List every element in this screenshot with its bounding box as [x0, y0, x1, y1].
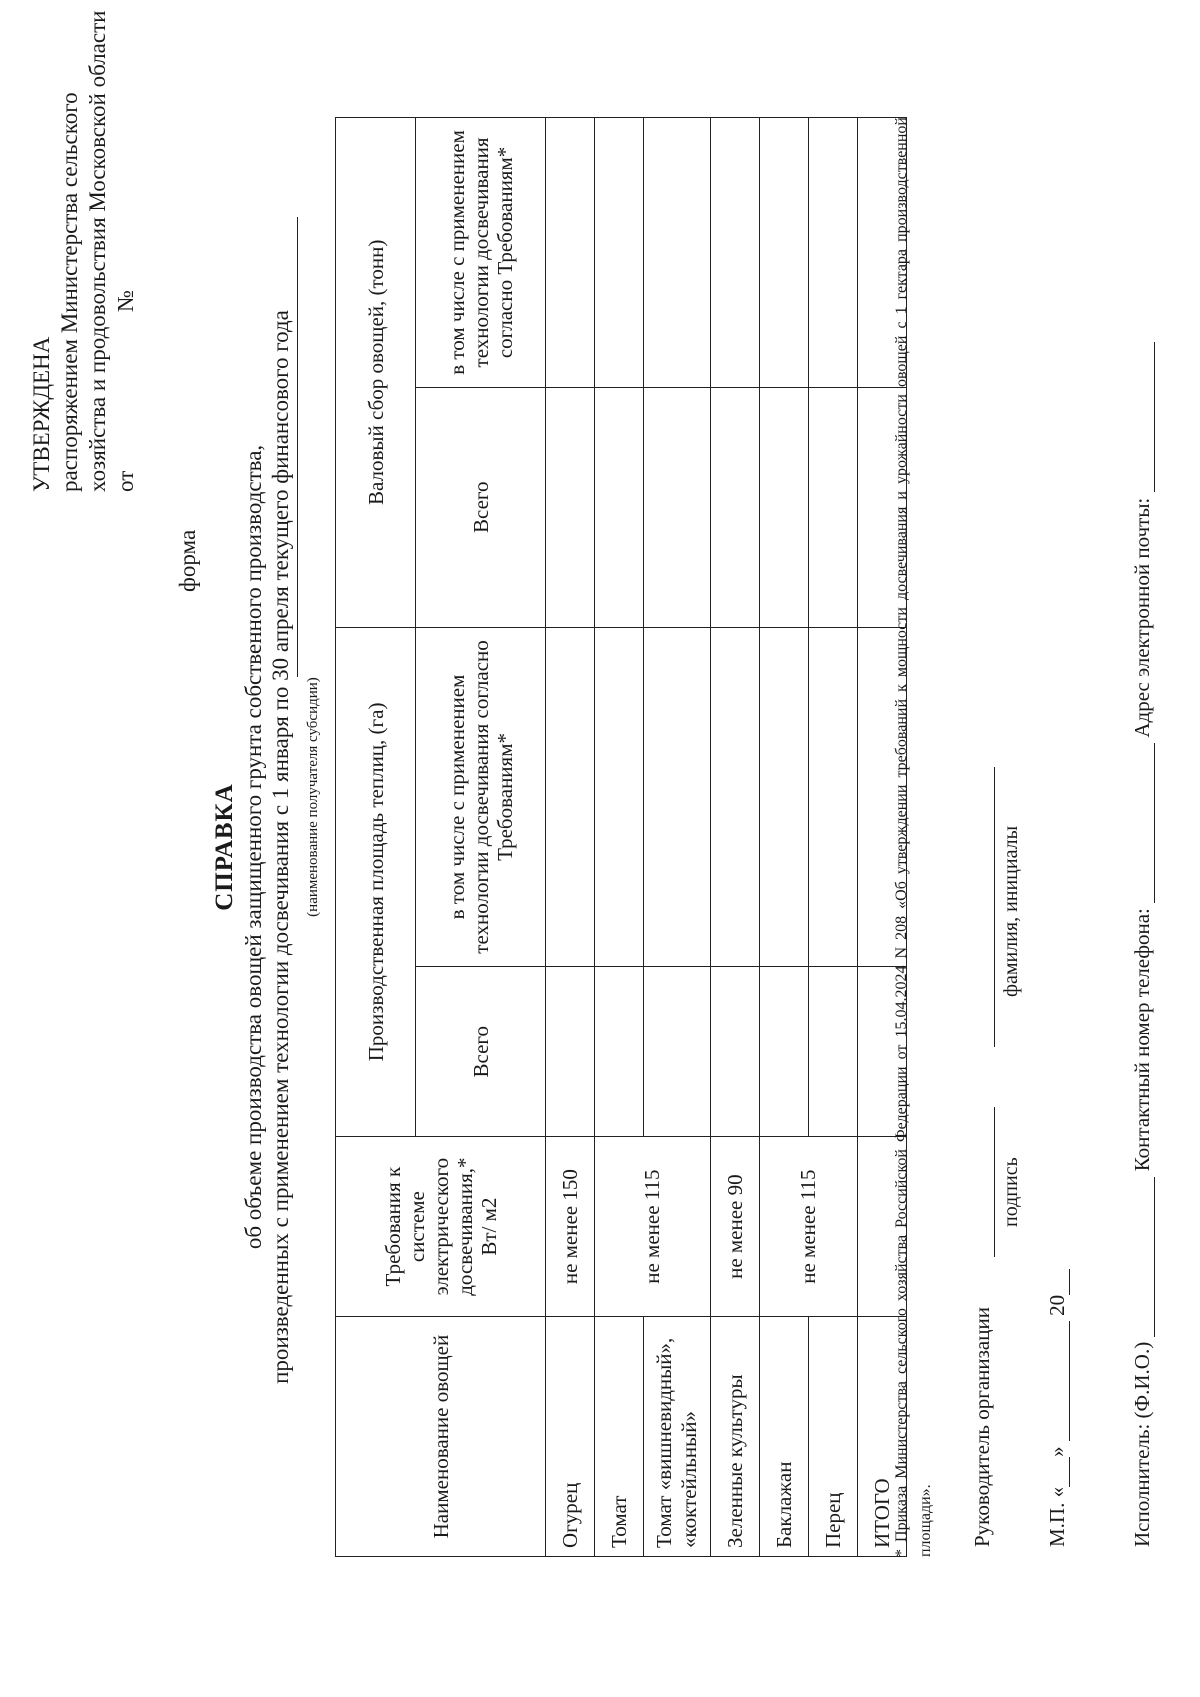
- row-name: Огурец: [546, 1317, 595, 1557]
- table-row: [760, 118, 809, 1557]
- executor-field[interactable]: [1132, 1177, 1155, 1337]
- form-label: форма: [175, 529, 200, 592]
- year-field[interactable]: [1047, 1269, 1070, 1295]
- row-name: Томат «вишневидный», «коктейльный»: [644, 1317, 711, 1557]
- cell-harvest-incl[interactable]: [809, 118, 858, 388]
- phone-field[interactable]: [1132, 743, 1155, 903]
- row-requirement: не менее 150: [546, 1137, 595, 1317]
- row-name: Зеленные культуры: [711, 1317, 760, 1557]
- header-harvest: Валовый сбор овощей, (тонн): [336, 118, 416, 628]
- production-table: [335, 117, 907, 1557]
- header-name: Наименование овощей: [336, 1317, 546, 1557]
- approval-block: [28, 10, 140, 492]
- cell-harvest-incl[interactable]: [546, 118, 595, 388]
- cell-harvest-total[interactable]: [711, 387, 760, 627]
- mp-date-line: [1045, 1269, 1070, 1547]
- cell-area-total[interactable]: [760, 967, 809, 1137]
- signature-caption: подпись: [1000, 1157, 1022, 1227]
- cell-harvest-incl[interactable]: [595, 118, 644, 388]
- header-harvest-total: Всего: [416, 387, 546, 627]
- header-harvest-incl: в том числе с применением технологии досвечивания согласно Требованиям*: [416, 118, 546, 388]
- contacts-line: [1130, 342, 1155, 1547]
- cell-area-total[interactable]: [809, 967, 858, 1137]
- row-requirement: не менее 90: [711, 1137, 760, 1317]
- day-field[interactable]: [1047, 1457, 1070, 1487]
- row-requirement: не менее 115: [595, 1137, 711, 1317]
- signature-line[interactable]: [970, 1107, 995, 1257]
- header-area-total: Всего: [416, 967, 546, 1137]
- cell-area-total[interactable]: [546, 967, 595, 1137]
- cell-harvest-total[interactable]: [546, 387, 595, 627]
- mp-label: М.П. «: [1045, 1486, 1069, 1547]
- approval-line-1: распоряжением Министерства сельского: [57, 92, 82, 492]
- cell-area-incl[interactable]: [595, 627, 644, 967]
- table-row: [809, 118, 858, 1557]
- cell-area-incl[interactable]: [644, 627, 711, 967]
- approval-from-label: от: [113, 470, 138, 492]
- header-area: Производственная площадь теплиц, (га): [336, 627, 416, 1137]
- cell-area-incl[interactable]: [760, 627, 809, 967]
- cell-area-incl[interactable]: [711, 627, 760, 967]
- subtitle-line-1: об объеме производства овощей защищенного грунта собственного производства,: [241, 444, 266, 1250]
- cell-harvest-incl[interactable]: [711, 118, 760, 388]
- approval-line-2: хозяйства и продовольствия Московской области: [85, 10, 110, 492]
- month-field[interactable]: [1047, 1321, 1070, 1441]
- header-requirements: Требования к системе электрического досвечивания,* Вт/ м2: [336, 1137, 546, 1317]
- year-prefix: 20: [1045, 1294, 1069, 1316]
- approval-date-number: [112, 22, 140, 492]
- cell-area-incl[interactable]: [809, 627, 858, 967]
- email-field[interactable]: [1132, 342, 1155, 492]
- footnote: * Приказа Министерства сельского хозяйства Российской Федерации от 15.04.2024 N 208 «Об утверждении требований к мощности досвечивания и урожайности овощей с 1 гектара производственной площади».: [893, 117, 934, 1557]
- executor-label: Исполнитель: (Ф.И.О.): [1130, 1341, 1154, 1547]
- row-name: Томат: [595, 1317, 644, 1557]
- cell-area-total[interactable]: [644, 967, 711, 1137]
- email-label: Адрес электронной почты:: [1130, 497, 1154, 738]
- row-requirement: не менее 115: [760, 1137, 858, 1317]
- phone-label: Контактный номер телефона:: [1130, 908, 1154, 1172]
- cell-area-incl[interactable]: [546, 627, 595, 967]
- row-name: Баклажан: [760, 1317, 809, 1557]
- approval-heading: УТВЕРЖДЕНА: [29, 336, 54, 492]
- cell-harvest-total[interactable]: [809, 387, 858, 627]
- cell-harvest-incl[interactable]: [760, 118, 809, 388]
- table-row: [546, 118, 595, 1557]
- cell-harvest-incl[interactable]: [644, 118, 711, 388]
- header-area-incl: в том числе с применением технологии досвечивания согласно Требованиям*: [416, 627, 546, 967]
- name-caption: фамилия, инициалы: [1000, 825, 1022, 997]
- recipient-caption: (наименование получателя субсидии): [305, 677, 321, 917]
- cell-area-total[interactable]: [595, 967, 644, 1137]
- head-label: Руководитель организации: [970, 1307, 994, 1547]
- cell-area-total[interactable]: [711, 967, 760, 1137]
- cell-harvest-total[interactable]: [760, 387, 809, 627]
- document-title: СПРАВКА: [211, 783, 238, 911]
- table-row: [595, 118, 644, 1557]
- table-row: [711, 118, 760, 1557]
- cell-harvest-total[interactable]: [595, 387, 644, 627]
- row-name: Перец: [809, 1317, 858, 1557]
- approval-number-label: №: [113, 290, 138, 312]
- title-block: [210, 197, 294, 1497]
- subtitle-line-2: произведенных с применением технологии досвечивания с 1 января по 30 апреля текущего финансового года: [268, 310, 293, 1384]
- row-name: ИТОГО: [858, 1317, 907, 1557]
- cell-harvest-total[interactable]: [644, 387, 711, 627]
- mp-close: »: [1045, 1446, 1069, 1457]
- table-row: [644, 118, 711, 1557]
- recipient-line: [297, 217, 298, 677]
- name-line[interactable]: [970, 767, 995, 1047]
